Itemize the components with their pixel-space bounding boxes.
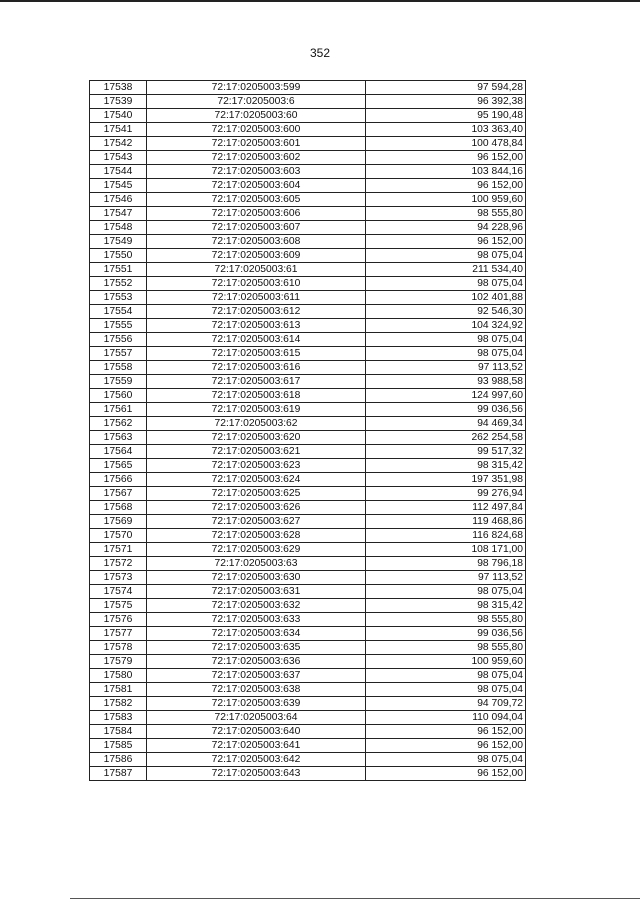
cadastral-number-cell: 72:17:0205003:637 [147, 669, 366, 683]
table-row [90, 81, 526, 95]
cadastral-number-cell: 72:17:0205003:62 [147, 417, 366, 431]
cadastral-value-cell: 197 351,98 [366, 473, 526, 487]
cadastral-number-cell: 72:17:0205003:642 [147, 753, 366, 767]
cadastral-value-cell: 100 959,60 [366, 193, 526, 207]
cadastral-number-cell: 72:17:0205003:64 [147, 711, 366, 725]
cadastral-number-cell: 72:17:0205003:600 [147, 123, 366, 137]
row-number-cell: 17542 [90, 137, 147, 151]
table-row [90, 193, 526, 207]
table-row [90, 151, 526, 165]
table-row [90, 95, 526, 109]
table-row [90, 179, 526, 193]
cadastral-value-cell: 92 546,30 [366, 305, 526, 319]
cadastral-value-cell: 98 075,04 [366, 249, 526, 263]
cadastral-number-cell: 72:17:0205003:623 [147, 459, 366, 473]
row-number-cell: 17548 [90, 221, 147, 235]
cadastral-value-cell: 98 555,80 [366, 613, 526, 627]
cadastral-number-cell: 72:17:0205003:607 [147, 221, 366, 235]
cadastral-value-cell: 98 796,18 [366, 557, 526, 571]
cadastral-number-cell: 72:17:0205003:638 [147, 683, 366, 697]
row-number-cell: 17583 [90, 711, 147, 725]
table-row [90, 221, 526, 235]
row-number-cell: 17577 [90, 627, 147, 641]
row-number-cell: 17538 [90, 81, 147, 95]
table-row [90, 543, 526, 557]
cadastral-value-cell: 96 152,00 [366, 179, 526, 193]
row-number-cell: 17581 [90, 683, 147, 697]
cadastral-number-cell: 72:17:0205003:602 [147, 151, 366, 165]
table-row [90, 109, 526, 123]
table-row [90, 375, 526, 389]
table-row [90, 697, 526, 711]
cadastral-value-cell: 112 497,84 [366, 501, 526, 515]
row-number-cell: 17550 [90, 249, 147, 263]
cadastral-value-cell: 99 276,94 [366, 487, 526, 501]
cadastral-value-cell: 94 469,34 [366, 417, 526, 431]
cadastral-number-cell: 72:17:0205003:631 [147, 585, 366, 599]
table-row [90, 473, 526, 487]
row-number-cell: 17541 [90, 123, 147, 137]
table-row [90, 627, 526, 641]
cadastral-number-cell: 72:17:0205003:633 [147, 613, 366, 627]
row-number-cell: 17580 [90, 669, 147, 683]
top-border-rule [0, 0, 640, 2]
table-row [90, 571, 526, 585]
cadastral-number-cell: 72:17:0205003:632 [147, 599, 366, 613]
table-row [90, 235, 526, 249]
cadastral-number-cell: 72:17:0205003:625 [147, 487, 366, 501]
row-number-cell: 17539 [90, 95, 147, 109]
row-number-cell: 17566 [90, 473, 147, 487]
table-row [90, 123, 526, 137]
table-row [90, 585, 526, 599]
cadastral-number-cell: 72:17:0205003:599 [147, 81, 366, 95]
cadastral-number-cell: 72:17:0205003:619 [147, 403, 366, 417]
row-number-cell: 17582 [90, 697, 147, 711]
cadastral-number-cell: 72:17:0205003:603 [147, 165, 366, 179]
table-row [90, 431, 526, 445]
row-number-cell: 17586 [90, 753, 147, 767]
cadastral-value-cell: 103 844,16 [366, 165, 526, 179]
row-number-cell: 17569 [90, 515, 147, 529]
row-number-cell: 17567 [90, 487, 147, 501]
cadastral-number-cell: 72:17:0205003:604 [147, 179, 366, 193]
cadastral-value-cell: 98 075,04 [366, 669, 526, 683]
row-number-cell: 17547 [90, 207, 147, 221]
row-number-cell: 17584 [90, 725, 147, 739]
cadastral-value-cell: 124 997,60 [366, 389, 526, 403]
cadastral-number-cell: 72:17:0205003:635 [147, 641, 366, 655]
cadastral-number-cell: 72:17:0205003:608 [147, 235, 366, 249]
row-number-cell: 17579 [90, 655, 147, 669]
table-row [90, 305, 526, 319]
cadastral-number-cell: 72:17:0205003:620 [147, 431, 366, 445]
table-row [90, 137, 526, 151]
table-row [90, 711, 526, 725]
cadastral-number-cell: 72:17:0205003:641 [147, 739, 366, 753]
row-number-cell: 17543 [90, 151, 147, 165]
cadastral-number-cell: 72:17:0205003:612 [147, 305, 366, 319]
row-number-cell: 17575 [90, 599, 147, 613]
cadastral-number-cell: 72:17:0205003:615 [147, 347, 366, 361]
table-row [90, 683, 526, 697]
cadastral-number-cell: 72:17:0205003:61 [147, 263, 366, 277]
row-number-cell: 17551 [90, 263, 147, 277]
row-number-cell: 17587 [90, 767, 147, 781]
cadastral-value-cell: 97 113,52 [366, 571, 526, 585]
row-number-cell: 17556 [90, 333, 147, 347]
row-number-cell: 17578 [90, 641, 147, 655]
table-row [90, 753, 526, 767]
row-number-cell: 17572 [90, 557, 147, 571]
row-number-cell: 17585 [90, 739, 147, 753]
table-row [90, 389, 526, 403]
cadastral-value-cell: 99 036,56 [366, 627, 526, 641]
row-number-cell: 17568 [90, 501, 147, 515]
row-number-cell: 17565 [90, 459, 147, 473]
table-row [90, 361, 526, 375]
table-row [90, 249, 526, 263]
row-number-cell: 17576 [90, 613, 147, 627]
cadastral-number-cell: 72:17:0205003:616 [147, 361, 366, 375]
cadastral-number-cell: 72:17:0205003:609 [147, 249, 366, 263]
cadastral-value-cell: 98 075,04 [366, 277, 526, 291]
row-number-cell: 17562 [90, 417, 147, 431]
table-row [90, 599, 526, 613]
table-row [90, 501, 526, 515]
row-number-cell: 17546 [90, 193, 147, 207]
row-number-cell: 17571 [90, 543, 147, 557]
cadastral-value-cell: 116 824,68 [366, 529, 526, 543]
cadastral-value-cell: 99 517,32 [366, 445, 526, 459]
cadastral-value-cell: 96 152,00 [366, 151, 526, 165]
row-number-cell: 17545 [90, 179, 147, 193]
cadastral-value-cell: 103 363,40 [366, 123, 526, 137]
table-row [90, 417, 526, 431]
cadastral-value-cell: 100 478,84 [366, 137, 526, 151]
table-row [90, 291, 526, 305]
table-row [90, 445, 526, 459]
table-row [90, 263, 526, 277]
cadastral-number-cell: 72:17:0205003:63 [147, 557, 366, 571]
cadastral-number-cell: 72:17:0205003:628 [147, 529, 366, 543]
cadastral-value-cell: 104 324,92 [366, 319, 526, 333]
cadastral-value-cell: 262 254,58 [366, 431, 526, 445]
table-row [90, 277, 526, 291]
cadastral-value-cell: 98 075,04 [366, 347, 526, 361]
table-row [90, 613, 526, 627]
cadastral-number-cell: 72:17:0205003:6 [147, 95, 366, 109]
row-number-cell: 17553 [90, 291, 147, 305]
cadastral-value-cell: 98 075,04 [366, 333, 526, 347]
cadastral-value-cell: 96 152,00 [366, 767, 526, 781]
table-row [90, 739, 526, 753]
table-row [90, 641, 526, 655]
cadastral-value-cell: 94 709,72 [366, 697, 526, 711]
cadastral-value-cell: 98 075,04 [366, 683, 526, 697]
row-number-cell: 17559 [90, 375, 147, 389]
cadastral-value-cell: 99 036,56 [366, 403, 526, 417]
cadastral-number-cell: 72:17:0205003:639 [147, 697, 366, 711]
row-number-cell: 17552 [90, 277, 147, 291]
table-row [90, 403, 526, 417]
row-number-cell: 17554 [90, 305, 147, 319]
cadastral-value-cell: 211 534,40 [366, 263, 526, 277]
bottom-border-rule [70, 898, 640, 899]
cadastral-value-cell: 98 315,42 [366, 459, 526, 473]
cadastral-number-cell: 72:17:0205003:610 [147, 277, 366, 291]
cadastral-number-cell: 72:17:0205003:606 [147, 207, 366, 221]
cadastral-value-cell: 102 401,88 [366, 291, 526, 305]
cadastral-number-cell: 72:17:0205003:611 [147, 291, 366, 305]
table-row [90, 515, 526, 529]
cadastral-number-cell: 72:17:0205003:605 [147, 193, 366, 207]
cadastral-number-cell: 72:17:0205003:613 [147, 319, 366, 333]
cadastral-value-cell: 95 190,48 [366, 109, 526, 123]
cadastral-number-cell: 72:17:0205003:601 [147, 137, 366, 151]
cadastral-number-cell: 72:17:0205003:630 [147, 571, 366, 585]
cadastral-number-cell: 72:17:0205003:636 [147, 655, 366, 669]
cadastral-value-cell: 96 152,00 [366, 235, 526, 249]
cadastral-value-cell: 110 094,04 [366, 711, 526, 725]
table-row [90, 669, 526, 683]
cadastral-number-cell: 72:17:0205003:614 [147, 333, 366, 347]
cadastral-number-cell: 72:17:0205003:60 [147, 109, 366, 123]
cadastral-value-cell: 96 152,00 [366, 725, 526, 739]
row-number-cell: 17557 [90, 347, 147, 361]
cadastral-number-cell: 72:17:0205003:640 [147, 725, 366, 739]
cadastral-value-cell: 96 392,38 [366, 95, 526, 109]
table-row [90, 165, 526, 179]
cadastral-value-cell: 98 555,80 [366, 207, 526, 221]
table-row [90, 725, 526, 739]
row-number-cell: 17540 [90, 109, 147, 123]
row-number-cell: 17570 [90, 529, 147, 543]
cadastral-value-table [89, 80, 526, 781]
row-number-cell: 17558 [90, 361, 147, 375]
cadastral-value-cell: 97 594,28 [366, 81, 526, 95]
cadastral-value-cell: 108 171,00 [366, 543, 526, 557]
cadastral-value-cell: 94 228,96 [366, 221, 526, 235]
row-number-cell: 17561 [90, 403, 147, 417]
cadastral-value-cell: 100 959,60 [366, 655, 526, 669]
row-number-cell: 17574 [90, 585, 147, 599]
cadastral-number-cell: 72:17:0205003:629 [147, 543, 366, 557]
row-number-cell: 17573 [90, 571, 147, 585]
cadastral-number-cell: 72:17:0205003:626 [147, 501, 366, 515]
table-row [90, 767, 526, 781]
table-row [90, 333, 526, 347]
row-number-cell: 17563 [90, 431, 147, 445]
cadastral-value-cell: 119 468,86 [366, 515, 526, 529]
cadastral-value-cell: 96 152,00 [366, 739, 526, 753]
row-number-cell: 17549 [90, 235, 147, 249]
cadastral-value-cell: 98 075,04 [366, 753, 526, 767]
row-number-cell: 17555 [90, 319, 147, 333]
table-body [90, 81, 526, 781]
cadastral-number-cell: 72:17:0205003:617 [147, 375, 366, 389]
cadastral-number-cell: 72:17:0205003:634 [147, 627, 366, 641]
table-row [90, 459, 526, 473]
table-row [90, 319, 526, 333]
cadastral-value-cell: 98 315,42 [366, 599, 526, 613]
cadastral-value-cell: 97 113,52 [366, 361, 526, 375]
cadastral-value-cell: 98 075,04 [366, 585, 526, 599]
table-row [90, 557, 526, 571]
cadastral-number-cell: 72:17:0205003:627 [147, 515, 366, 529]
cadastral-number-cell: 72:17:0205003:621 [147, 445, 366, 459]
table-row [90, 655, 526, 669]
table-row [90, 487, 526, 501]
cadastral-number-cell: 72:17:0205003:643 [147, 767, 366, 781]
cadastral-value-cell: 93 988,58 [366, 375, 526, 389]
table-row [90, 529, 526, 543]
row-number-cell: 17544 [90, 165, 147, 179]
cadastral-number-cell: 72:17:0205003:624 [147, 473, 366, 487]
cadastral-value-cell: 98 555,80 [366, 641, 526, 655]
cadastral-number-cell: 72:17:0205003:618 [147, 389, 366, 403]
page-number: 352 [309, 46, 331, 60]
row-number-cell: 17560 [90, 389, 147, 403]
table-row [90, 347, 526, 361]
row-number-cell: 17564 [90, 445, 147, 459]
table-row [90, 207, 526, 221]
